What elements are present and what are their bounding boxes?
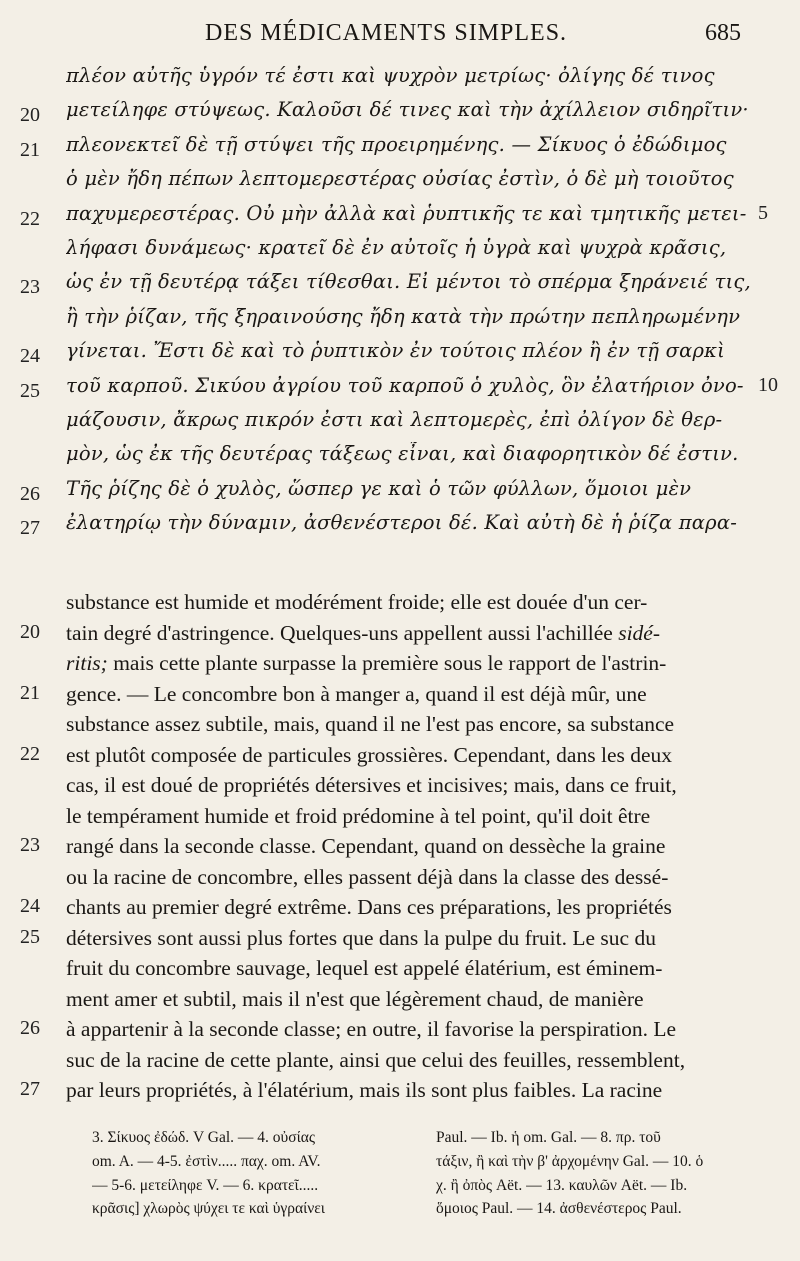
french-line-text: par leurs propriétés, à l'élatérium, mais ils sont plus faibles. La racine [66, 1078, 663, 1102]
french-line-text: ment amer et subtil, mais il n'est que légèrement chaud, de manière [66, 986, 644, 1011]
greek-line-text: παχυμερεστέρας. Οὐ μὴν ἀλλὰ καὶ ῥυπτικῆς τε καὶ τμητικῆς μετει- [66, 201, 747, 225]
line-number: 23 [20, 834, 40, 856]
line-number: 22 [20, 742, 40, 765]
footnotes-left-column [92, 1126, 410, 1221]
french-line-text: ou la racine de concombre, elles passent déjà dans la classe des dessé- [66, 864, 669, 889]
footnotes [0, 1126, 800, 1246]
greek-line-text: μὸν, ὡς ἐκ τῆς δευτέρας τάξεως εἶναι, καὶ διαφορητικὸν δέ ἐστιν. [66, 442, 739, 466]
margin-line-number: 5 [758, 201, 768, 224]
line-number: 22 [20, 207, 40, 230]
french-line-text: le tempérament humide et froid prédomine à tel point, qu'il doit être [66, 803, 651, 828]
french-line-text: détersives sont aussi plus fortes que dans la pulpe du fruit. Le suc du [66, 925, 656, 950]
greek-line-text: πλέον αὐτῆς ὑγρόν τέ ἐστι καὶ ψυχρὸν μετρίως· ὀλίγης δέ τινος [66, 64, 715, 87]
line-number: 25 [20, 925, 40, 948]
line-number: 20 [20, 620, 40, 643]
greek-line-text: λήφασι δυνάμεως· κρατεῖ δὲ ἐν αὐτοῖς ἡ ὑγρὰ καὶ ψυχρὰ κρᾶσις, [66, 236, 727, 259]
line-number: 24 [20, 345, 40, 368]
line-number: 20 [20, 104, 40, 127]
footnote-line: χ. ἢ ὀπὸς Aët. — 13. καυλῶν Aët. — Ib. [436, 1176, 688, 1194]
greek-line-text: ἐλατηρίῳ τὴν δύναμιν, ἀσθενέστεροι δέ. Καὶ αὐτὴ δὲ ἡ ῥίζα παρα- [66, 511, 738, 535]
line-number: 21 [20, 681, 40, 704]
line-number: 23 [20, 276, 40, 299]
line-number: 27 [20, 517, 40, 540]
line-number: 27 [20, 1078, 40, 1100]
greek-line-text: πλεονεκτεῖ δὲ τῇ στύψει τῆς προειρημένης. — Σίκυος ὁ ἐδώδιμος [66, 132, 727, 156]
line-number: 24 [20, 895, 40, 917]
french-line-text: substance assez subtile, mais, quand il ne l'est pas encore, sa substance [66, 712, 675, 736]
french-line-text: rangé dans la seconde classe. Cependant, quand on dessèche la graine [66, 834, 666, 858]
line-number: 25 [20, 379, 40, 402]
greek-line-text: τοῦ καρποῦ. Σικύου ἀγρίου τοῦ καρποῦ ὁ χυλὸς, ὃν ἐλατήριον ὀνο- [66, 373, 744, 397]
line-number: 21 [20, 138, 40, 161]
greek-line-text: ἢ τὴν ῥίζαν, τῆς ξηραινούσης ἤδη κατὰ τὴν πρώτην πεπληρωμένην [66, 304, 741, 328]
line-number: 26 [20, 482, 40, 505]
greek-line-text: γίνεται. Ἔστι δὲ καὶ τὸ ῥυπτικὸν ἐν τούτοις πλέον ἢ ἐν τῇ σαρκὶ [66, 339, 725, 363]
greek-line-text: ὡς ἐν τῇ δευτέρᾳ τάξει τίθεσθαι. Εἰ μέντοι τὸ σπέρμα ξηράνειέ τις, [66, 270, 751, 294]
footnote-line: ὅμοιος Paul. — 14. ἀσθενέστερος Paul. [436, 1200, 682, 1218]
margin-line-number: 10 [758, 373, 778, 396]
footnote-line: om. A. — 4-5. ἐστὶν..... παχ. om. AV. [92, 1152, 321, 1170]
french-line-text: tain degré d'astringence. Quelques-uns appellent aussi l'achillée sidé- [66, 620, 661, 645]
french-line-text: à appartenir à la seconde classe; en outre, il favorise la perspiration. Le [66, 1017, 677, 1041]
greek-line-text: ὁ μὲν ἤδη πέπων λεπτομερεστέρας οὐσίας ἐστὶν, ὁ δὲ μὴ τοιοῦτος [66, 167, 734, 191]
footnote-line: — 5-6. μετείληφε V. — 6. κρατεῖ..... [92, 1176, 319, 1194]
page-number: 685 [705, 20, 741, 46]
french-line-text: fruit du concombre sauvage, lequel est appelé élatérium, est éminem- [66, 956, 663, 980]
footnote-line: τάξιν, ἢ καὶ τὴν β' ἀρχομένην Gal. — 10. ὁ [436, 1152, 704, 1170]
greek-line-text: μάζουσιν, ἄκρως πικρόν ἐστι καὶ λεπτομερὲς, ἐπὶ ὀλίγον δὲ θερ- [66, 408, 723, 431]
footnote-line: κρᾶσις] χλωρὸς ψύχει τε καὶ ὑγραίνει [92, 1200, 325, 1218]
footnote-line: Paul. — Ib. ἡ om. Gal. — 8. πρ. τοῦ [436, 1129, 661, 1146]
french-line-text: gence. — Le concombre bon à manger a, quand il est déjà mûr, une [66, 681, 647, 706]
french-line-text: ritis; mais cette plante surpasse la première sous le rapport de l'astrin- [66, 651, 667, 675]
french-line-text: cas, il est doué de propriétés détersives et incisives; mais, dans ce fruit, [66, 773, 677, 797]
line-number: 26 [20, 1017, 40, 1039]
french-line-text: est plutôt composée de particules grossières. Cependant, dans les deux [66, 742, 673, 767]
running-header [0, 20, 800, 54]
french-line-text: suc de la racine de cette plante, ainsi que celui des feuilles, ressemblent, [66, 1047, 686, 1072]
footnotes-right-column [436, 1126, 754, 1221]
french-line-text: substance est humide et modérément froide; elle est douée d'un cer- [66, 590, 648, 614]
header-title: DES MÉDICAMENTS SIMPLES. [205, 20, 568, 46]
footnote-line: 3. Σίκυος ἐδώδ. V Gal. — 4. οὐσίας [92, 1129, 316, 1146]
greek-line-text: μετείληφε στύψεως. Καλοῦσι δέ τινες καὶ τὴν ἀχίλλειον σιδηρῖτιν· [66, 98, 749, 122]
greek-line-text: Τῆς ῥίζης δὲ ὁ χυλὸς, ὥσπερ γε καὶ ὁ τῶν φύλλων, ὅμοιοι μὲν [66, 476, 692, 500]
french-line-text: chants au premier degré extrême. Dans ces préparations, les propriétés [66, 895, 672, 919]
